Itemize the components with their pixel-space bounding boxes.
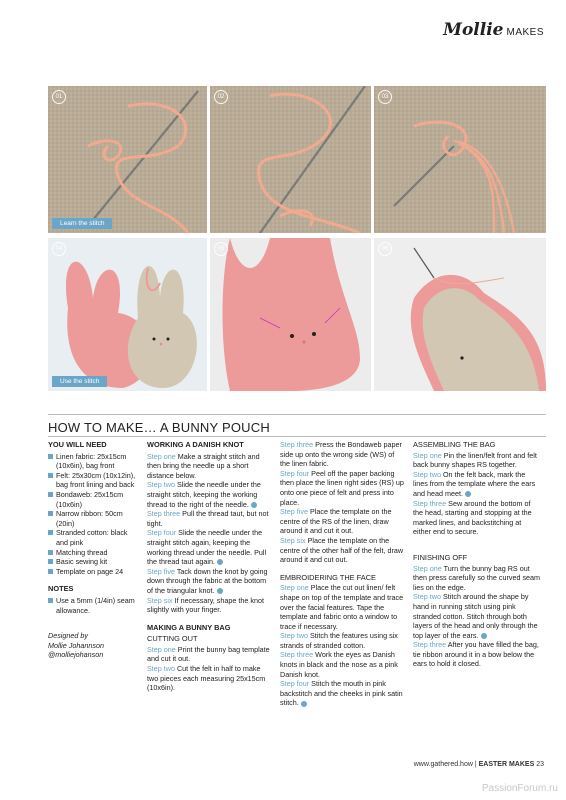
photo-number: 06 bbox=[378, 242, 392, 256]
photo-number: 01 bbox=[52, 90, 66, 104]
photo-step-04 bbox=[48, 238, 207, 391]
instruction-step: Step six If necessary, shape the knot slightly with your finger. bbox=[147, 595, 264, 615]
photo-ref-icon bbox=[251, 502, 257, 508]
photo-number: 04 bbox=[52, 242, 66, 256]
assembling-heading: ASSEMBLING THE BAG bbox=[413, 440, 496, 449]
page-footer: www.gathered.how | EASTER MAKES 23 bbox=[413, 761, 544, 768]
cutting-out-heading: CUTTING OUT bbox=[147, 634, 198, 644]
list-item: Linen fabric: 25x15cm (10x6in), bag front bbox=[48, 452, 140, 471]
bunny-bag-heading: MAKING A BUNNY BAG bbox=[147, 622, 231, 632]
instruction-step: Step two Stitch the features using six strands of stranded cotton. bbox=[280, 631, 398, 650]
title-rule-top bbox=[48, 414, 546, 415]
instruction-step: Step four Peel off the paper backing then place the linen right sides (RS) up onto one piece of felt and press into place. bbox=[280, 468, 404, 507]
photo-ref-icon bbox=[301, 701, 307, 707]
photo-number: 03 bbox=[378, 90, 392, 104]
list-item: Template on page 24 bbox=[48, 567, 140, 577]
list-item: Narrow ribbon: 50cm (20in) bbox=[48, 509, 140, 528]
photo-step-03 bbox=[374, 86, 546, 233]
magazine-brand bbox=[443, 20, 544, 40]
instruction-step: Step six Place the template on the centre of the other half of the felt, draw around it and cut out. bbox=[280, 535, 404, 565]
instruction-step: Step five Place the template on the centre of the RS of the linen, draw around it and cut it out. bbox=[280, 507, 392, 536]
you-will-need-heading: YOU WILL NEED bbox=[48, 440, 107, 449]
list-item: Felt: 25x30cm (10x12in), bag front lining and back bbox=[48, 471, 140, 490]
photo-number: 05 bbox=[214, 242, 228, 256]
instruction-step: Step three Sew around the bottom of the head, starting and stopping at the marked lines, and backstitching at either end to secure. bbox=[413, 498, 532, 537]
photo-step-05 bbox=[210, 238, 371, 391]
instruction-step: Step two Stitch around the shape by hand in running stitch using pink stranded cotton. Stitch through both layers of the head and only through the top layer of the ears. bbox=[413, 592, 538, 640]
notes-list bbox=[48, 596, 140, 615]
photo-step-02 bbox=[210, 86, 371, 233]
instruction-step: Step two Slide the needle under the straight stitch, keeping the working thread to the right of the needle. bbox=[147, 480, 261, 509]
list-item: Basic sewing kit bbox=[48, 557, 140, 567]
photo-ref-icon bbox=[217, 588, 223, 594]
danish-knot-heading: WORKING A DANISH KNOT bbox=[147, 440, 244, 449]
column-you-will-need bbox=[48, 440, 140, 660]
list-item: Stranded cotton: black and pink bbox=[48, 528, 140, 547]
materials-list bbox=[48, 452, 140, 577]
instruction-step: Step one Turn the bunny bag RS out then press carefully so the curved seam lies on the edge. bbox=[413, 563, 541, 592]
caption-use-stitch: Use the stitch bbox=[52, 376, 107, 387]
instruction-step: Step one Pin the linen/felt front and felt back bunny shapes RS together. bbox=[413, 450, 537, 470]
instruction-step: Step two Cut the felt in half to make two pieces each measuring 25x15cm (10x6in). bbox=[147, 664, 266, 693]
footer-url[interactable]: www.gathered.how bbox=[413, 761, 473, 768]
instruction-step: Step four Stitch the mouth in pink backstitch and the cheeks in pink satin stitch. bbox=[280, 679, 403, 708]
instruction-step: Step two On the felt back, mark the lines from the template where the ears and head meet. bbox=[413, 469, 536, 498]
column-danish-knot bbox=[147, 440, 272, 693]
watermark: PassionForum.ru bbox=[481, 783, 558, 794]
brand-word: MAKES bbox=[506, 27, 544, 38]
notes-heading: NOTES bbox=[48, 584, 74, 594]
instruction-step: Step three Press the Bondaweb paper side up onto the wrong side (WS) of the linen fabric. bbox=[280, 440, 402, 469]
photo-number: 02 bbox=[214, 90, 228, 104]
instruction-step: Step three After you have filled the bag, tie ribbon around it in a bow below the ears to hold it closed. bbox=[413, 640, 539, 669]
instruction-step: Step one Print the bunny bag template and cut it out. bbox=[147, 644, 270, 664]
caption-learn-stitch: Learn the stitch bbox=[52, 218, 112, 229]
list-item: Matching thread bbox=[48, 548, 140, 558]
instruction-step: Step one Make a straight stitch and then bring the needle up a short distance below. bbox=[147, 451, 260, 480]
photo-ref-icon bbox=[217, 559, 223, 565]
photo-ref-icon bbox=[481, 633, 487, 639]
photo-step-01 bbox=[48, 86, 207, 233]
brand-script: Mollie bbox=[443, 20, 504, 40]
page-number: 23 bbox=[536, 761, 544, 768]
instruction-step: Step five Tack down the knot by going down through the fabric at the bottom of the triangular knot. bbox=[147, 566, 268, 595]
embroidering-heading: EMBROIDERING THE FACE bbox=[280, 572, 376, 582]
instruction-step: Step one Place the cut out linen/ felt shape on top of the template and trace over the facial features. Tape the template and fabric onto a window to trace if necessary. bbox=[280, 583, 404, 631]
page-title: HOW TO MAKE… A BUNNY POUCH bbox=[48, 420, 270, 435]
photo-ref-icon bbox=[465, 491, 471, 497]
list-item: Use a 5mm (1/4in) seam allowance. bbox=[48, 596, 140, 615]
designer-credit: Designed by Mollie Johannson @molliejohanson bbox=[48, 631, 104, 660]
footer-section: EASTER MAKES bbox=[478, 761, 535, 768]
instruction-step: Step three Work the eyes as Danish knots in black and the nose as a pink Danish knot. bbox=[280, 650, 398, 679]
finishing-heading: FINISHING OFF bbox=[413, 552, 468, 562]
photo-step-06 bbox=[374, 238, 546, 391]
instruction-step: Step three Pull the thread taut, but not tight. bbox=[147, 509, 269, 528]
column-face bbox=[280, 440, 405, 708]
title-rule-bottom bbox=[48, 436, 546, 437]
list-item: Bondaweb: 25x15cm (10x6in) bbox=[48, 490, 140, 509]
column-assembly bbox=[413, 440, 541, 669]
instruction-step: Step four Slide the needle under the straight stitch again, keeping the working thread under the needle. Pull the thread taut again. bbox=[147, 528, 267, 567]
